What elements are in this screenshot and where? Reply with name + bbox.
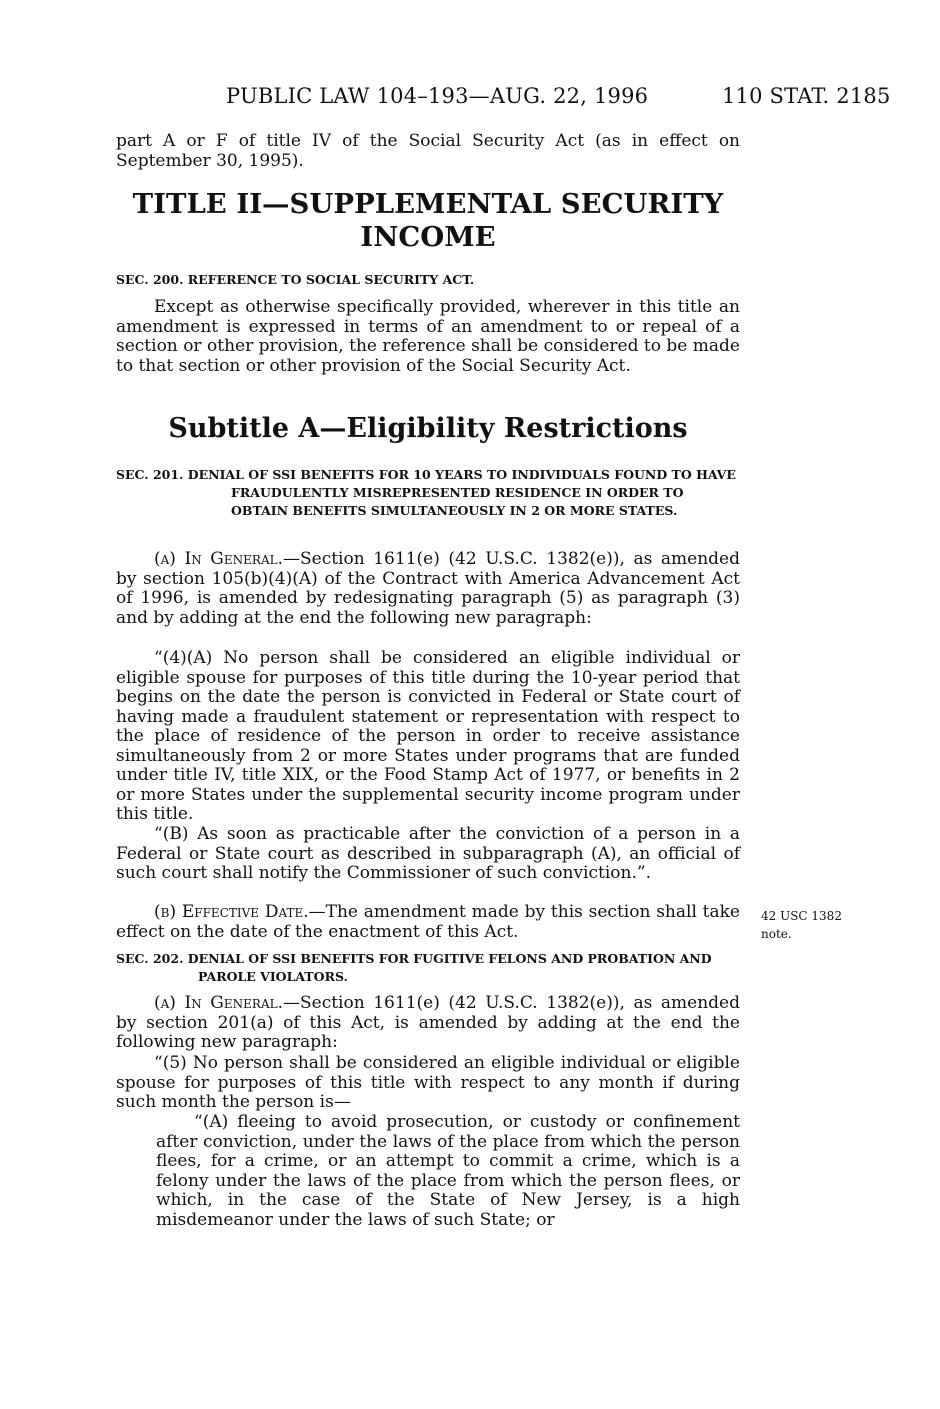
sec-200-heading: SEC. 200. REFERENCE TO SOCIAL SECURITY ACT.	[116, 272, 475, 287]
sec-201-para-4b: “(B) As soon as practicable after the conviction of a person in a Federal or State court as described in subparagraph (A), an official of such court shall notify the Commissioner of such conviction.”.	[116, 824, 740, 883]
sec-202-heading: SEC. 202. DENIAL OF SSI BENEFITS FOR FUGITIVE FELONS AND PROBATION AND PAROLE VIOLATORS.	[116, 951, 712, 984]
sec-201-a-label: (a) In General.	[154, 549, 283, 569]
sec-201-a	[116, 550, 740, 628]
sec-201-b	[116, 903, 740, 942]
margin-note-usc: 42 USC 1382 note.	[761, 909, 842, 941]
title-line-2: INCOME	[360, 221, 496, 253]
title-heading	[116, 188, 740, 254]
page-header	[0, 84, 940, 114]
subtitle-heading: Subtitle A—Eligibility Restrictions	[168, 413, 688, 444]
header-citation: PUBLIC LAW 104–193—AUG. 22, 1996	[226, 84, 649, 108]
sec-202-a-label: (a) In General.	[154, 993, 283, 1013]
sec-201-para-4a: “(4)(A) No person shall be considered an eligible individual or eligible spouse for purposes of this title during the 10-year period that begins on the date the person is convicted in Federal or State court of having made a fraudulent statement or representation with respect to the place of residence of the person in order to receive assistance simultaneously from 2 or more States under programs that are funded under title IV, title XIX, or the Food Stamp Act of 1977, or benefits in 2 or more States under the supplemental security income program under this title.	[116, 648, 740, 824]
sec-201-b-body: —The amendment made by this section shall take effect on the date of the enactment of this Act.	[116, 902, 740, 942]
sec-201-heading: SEC. 201. DENIAL OF SSI BENEFITS FOR 10 YEARS TO INDIVIDUALS FOUND TO HAVE FRAUDULENTLY MISREPRESENTED RESIDENCE IN ORDER TO OBTAIN BENEFITS SIMULTANEOUSLY IN 2 OR MORE STATES.	[116, 467, 736, 518]
sec-200-body: Except as otherwise specifically provided, wherever in this title an amendment is expressed in terms of an amendment to or repeal of a section or other provision, the reference shall be considered to be made to that section or other provision of the Social Security Act.	[116, 297, 740, 376]
sec-202-para-5: “(5) No person shall be considered an eligible individual or eligible spouse for purposes of this title with respect to any month if during such month the person is—	[116, 1053, 740, 1112]
header-page-number: 110 STAT. 2185	[722, 84, 891, 108]
intro-paragraph: part A or F of title IV of the Social Security Act (as in effect on September 30, 1995).	[116, 131, 740, 171]
sec-202-a-body: —Section 1611(e) (42 U.S.C. 1382(e)), as amended by section 201(a) of this Act, is amended by adding at the end the following new paragraph:	[116, 993, 740, 1052]
sec-201-a-body: —Section 1611(e) (42 U.S.C. 1382(e)), as amended by section 105(b)(4)(A) of the Contract with America Advancement Act of 1996, is amended by redesignating paragraph (5) as paragraph (3) and by adding at the end the following new paragraph:	[116, 549, 740, 628]
sec-201-b-label: (b) Effective Date.	[154, 902, 309, 922]
sec-202-para-5a: “(A) fleeing to avoid prosecution, or custody or confinement after conviction, under the laws of the place from which the person flees, for a crime, or an attempt to commit a crime, which is a felony under the laws of the place from which the person flees, or which, in the case of the State of New Jersey, is a high misdemeanor under the laws of such State; or	[156, 1112, 740, 1230]
title-line-1: TITLE II—SUPPLEMENTAL SECURITY	[132, 188, 724, 220]
sec-202-a	[116, 994, 740, 1053]
